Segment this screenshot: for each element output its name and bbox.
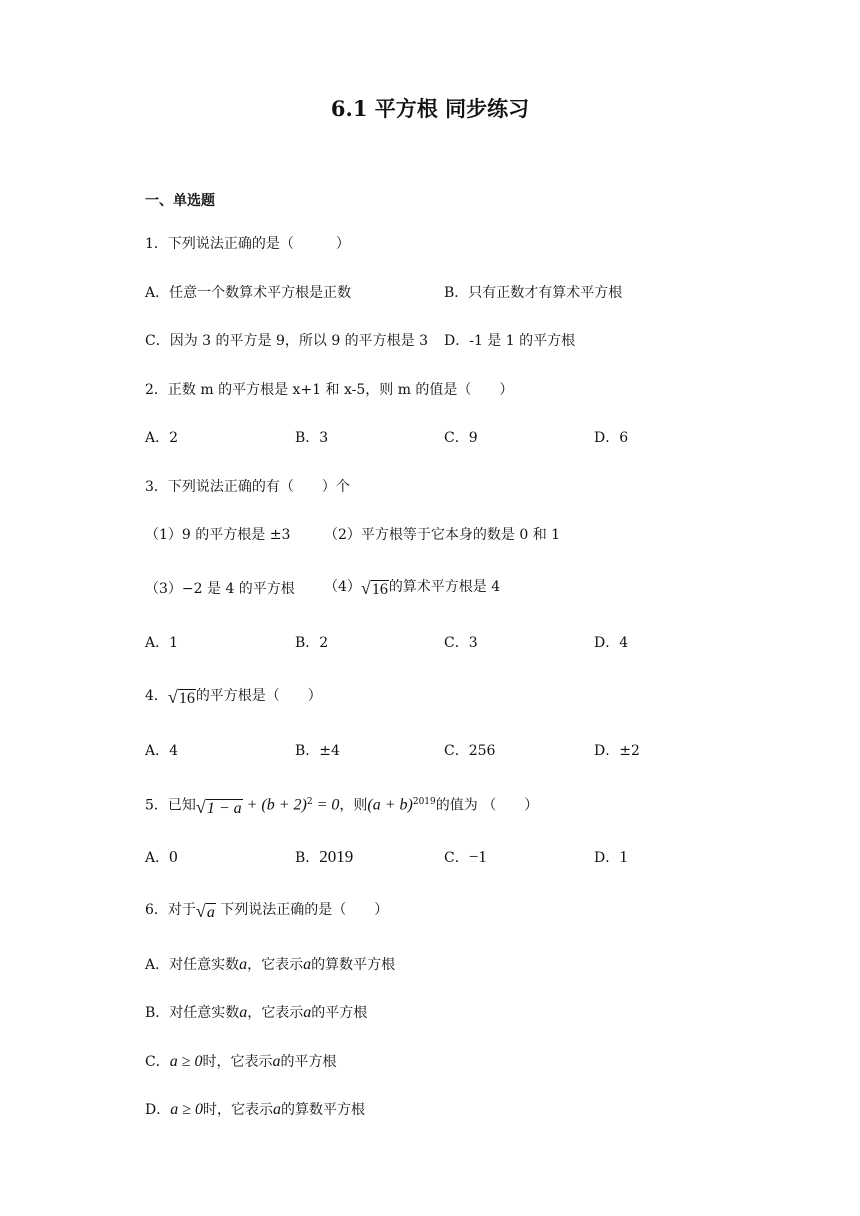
- radicand: 1 − a: [206, 799, 242, 817]
- option-text: 时，它表示: [202, 1054, 273, 1070]
- option-label: A．: [145, 850, 170, 866]
- question-2-option-d: D．6: [594, 430, 629, 446]
- option-value: 0: [169, 847, 178, 866]
- option-label: C．: [444, 850, 469, 866]
- question-4-option-a: A．4: [145, 743, 179, 759]
- question-6-option-d: [145, 1100, 365, 1120]
- sqrt-expression: √a: [195, 901, 215, 921]
- question-1-stem: 1．下列说法正确的是（ ）: [145, 236, 350, 252]
- option-text: C．: [145, 1054, 170, 1070]
- condition: a ≥ 0: [169, 1053, 203, 1070]
- variable: a: [303, 956, 312, 973]
- sqrt-expression: √1 − a: [195, 796, 242, 817]
- question-5-option-c: [444, 847, 487, 868]
- section-heading: 一、单选题: [145, 193, 215, 209]
- radicand: 16: [178, 690, 195, 707]
- question-5-suffix: 的值为 （ ）: [435, 797, 539, 814]
- question-6-option-b: [145, 1003, 367, 1023]
- variable: a: [239, 1004, 248, 1021]
- question-6-option-a: [145, 955, 395, 975]
- variable: a: [303, 1004, 312, 1021]
- radicand: 16: [371, 581, 388, 598]
- question-5-prefix: 5．已知: [145, 797, 196, 814]
- option-text: 的算数平方根: [311, 957, 396, 973]
- statement-4-prefix: （4）: [324, 579, 361, 595]
- question-2-option-c: C．9: [444, 430, 478, 446]
- question-2-option-b: B．3: [295, 430, 329, 446]
- question-5-option-d: [594, 847, 628, 868]
- question-6-suffix: 下列说法正确的是（ ）: [215, 902, 389, 918]
- option-text: 的算数平方根: [281, 1102, 366, 1118]
- question-6-stem: [145, 900, 388, 923]
- exponent-2019: 2019: [412, 797, 436, 807]
- question-3-statement-2: （2）平方根等于它本身的数是 0 和 1: [324, 527, 561, 543]
- sum-term: (a + b): [367, 796, 413, 814]
- variable: a: [239, 956, 248, 973]
- question-6-prefix: 6．对于: [145, 902, 196, 918]
- question-4-stem: [145, 686, 322, 709]
- question-4-suffix: 的平方根是（ ）: [195, 688, 322, 704]
- radicand: a: [206, 904, 215, 921]
- question-3-statement-3: （3）−2 是 4 的平方根: [145, 581, 295, 597]
- variable: a: [273, 1101, 282, 1118]
- question-3-option-d: D．4: [594, 635, 629, 651]
- statement-4-suffix: 的算术平方根是 4: [388, 579, 501, 595]
- question-1-option-a: A．任意一个数算术平方根是正数: [145, 285, 352, 301]
- question-5-stem: [145, 792, 538, 819]
- option-text: A．对任意实数: [145, 957, 240, 973]
- question-1-option-c: C．因为 3 的平方是 9，所以 9 的平方根是 3: [145, 333, 429, 349]
- question-2-stem: 2．正数 m 的平方根是 x+1 和 x-5，则 m 的值是（ ）: [145, 382, 514, 398]
- option-text: 的平方根: [280, 1054, 337, 1070]
- option-label: B．: [295, 850, 320, 866]
- question-2-option-a: A．2: [145, 430, 179, 446]
- exponent-2: 2: [306, 797, 313, 807]
- question-3-statement-4: [324, 577, 500, 600]
- option-value: −1: [468, 847, 487, 866]
- question-4-option-c: C．256: [444, 743, 496, 759]
- question-5-option-a: [145, 847, 178, 868]
- option-text: D．: [145, 1102, 171, 1118]
- question-3-statement-1: （1）9 的平方根是 ±3: [145, 527, 291, 543]
- question-3-stem: 3．下列说法正确的有（ ）个: [145, 479, 350, 495]
- squared-term: + (b + 2): [242, 796, 307, 814]
- question-3-option-c: C．3: [444, 635, 478, 651]
- sqrt-expression: √16: [167, 687, 195, 707]
- question-5-mid: ，则: [339, 797, 368, 814]
- option-text: ，它表示: [247, 957, 304, 973]
- condition: a ≥ 0: [170, 1101, 204, 1118]
- option-text: ，它表示: [247, 1005, 304, 1021]
- question-1-option-b: B．只有正数才有算术平方根: [444, 285, 623, 301]
- option-label: D．: [594, 850, 620, 866]
- page-title: 6.1 平方根 同步练习: [330, 96, 530, 121]
- question-1-option-d: D．-1 是 1 的平方根: [444, 333, 576, 349]
- question-3-option-b: B．2: [295, 635, 329, 651]
- option-value: 2019: [319, 847, 354, 866]
- equals-zero: = 0: [312, 796, 340, 814]
- question-4-option-d: D．±2: [594, 743, 640, 759]
- question-4-number: 4．: [145, 688, 168, 704]
- question-3-option-a: A．1: [145, 635, 179, 651]
- question-6-option-c: [145, 1052, 337, 1072]
- question-4-option-b: B．±4: [295, 743, 340, 759]
- option-text: 时，它表示: [203, 1102, 274, 1118]
- option-value: 1: [619, 847, 628, 866]
- sqrt-expression: √16: [360, 578, 388, 598]
- question-5-option-b: [295, 847, 353, 868]
- option-text: 的平方根: [311, 1005, 368, 1021]
- option-text: B．对任意实数: [145, 1005, 240, 1021]
- variable: a: [272, 1053, 281, 1070]
